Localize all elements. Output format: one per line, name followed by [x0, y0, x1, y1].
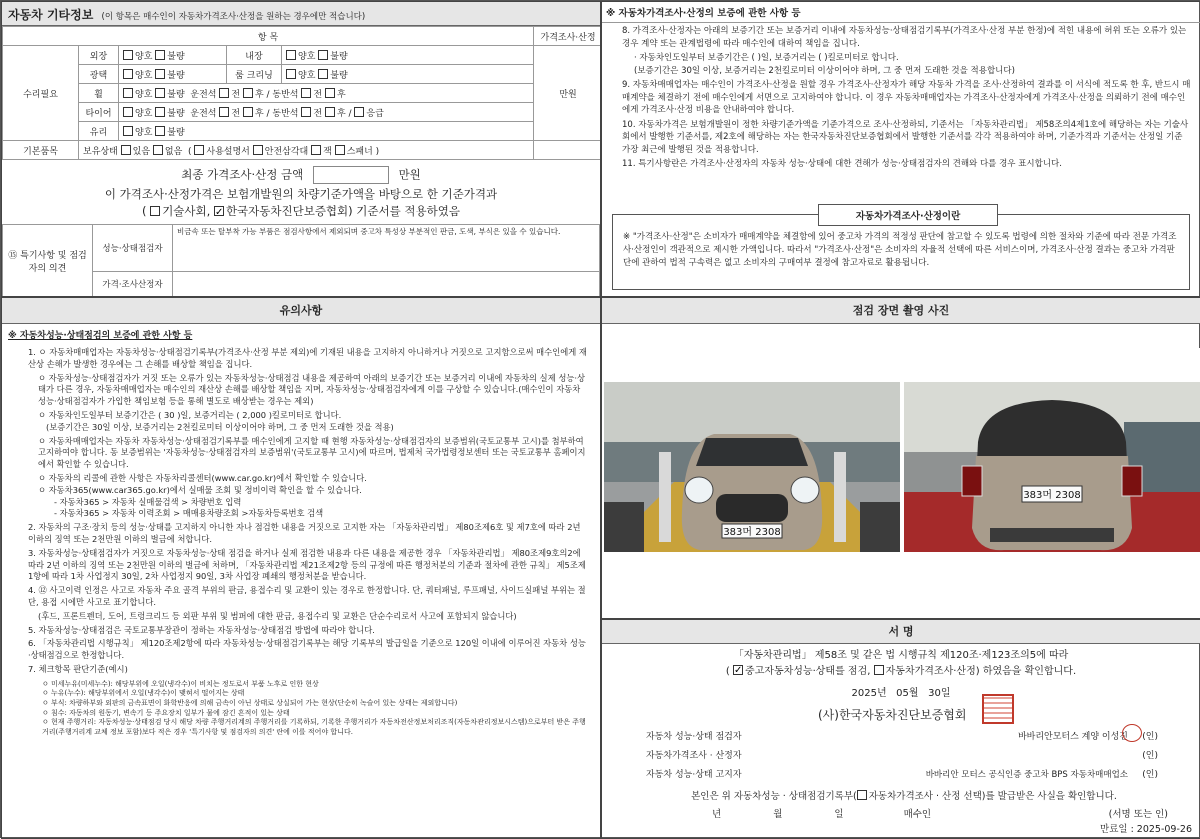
front-photo-frame [604, 348, 900, 619]
notice-title: 유의사항 [2, 298, 600, 324]
gloss-options: 양호 불량 [119, 65, 227, 84]
guarantee-item: · 자동차인도일부터 보증기간은 ( )일, 보증거리는 ( )킬로미터로 합니다. [634, 53, 899, 63]
notice-list [2, 345, 600, 678]
notice-item: (보증기간은 30일 이상, 보증거리는 2천킬로미터 이상이어야 하며, 그 중 먼저 도래한 것을 적용) [46, 421, 394, 432]
standard-line1: 이 가격조사·산정가격은 보험개발원의 차량기준가액을 바탕으로 한 기준가격과 [104, 187, 498, 201]
wheel-passenger-front-checkbox[interactable] [301, 88, 311, 98]
rear-car-photo [904, 382, 1200, 552]
repair-label: 수리필요 [3, 46, 79, 141]
tire-good-checkbox[interactable] [123, 107, 133, 117]
wheel-options: 양호 불량 운전석 전 후 / 동반석 전 후 [119, 84, 534, 103]
receipt-statement: 본인은 위 자동차성능 · 상태점검기록부( 자동차가격조사 · 산정 선택)를 발급받은 사실을 확인합니다. [691, 791, 1117, 802]
wheel-passenger-rear-checkbox[interactable] [325, 88, 335, 98]
notice-item: ㅇ 자동차인도일부터 보증기간은 ( 30 )일, 보증거리는 ( 2,000 )킬로미터로 합니다. [38, 409, 342, 420]
tire-driver-front-checkbox[interactable] [219, 107, 229, 117]
gloss-good-checkbox[interactable] [123, 69, 133, 79]
wheel-driver-front-checkbox[interactable] [219, 88, 229, 98]
signer-seal: (인) [1142, 751, 1158, 761]
rear-photo-frame [902, 348, 1200, 619]
tire-driver-rear-checkbox[interactable] [243, 107, 253, 117]
special-notes-table [2, 224, 600, 297]
price-unit-cell: 만원 [534, 46, 601, 141]
glass-options: 양호 불량 [119, 122, 534, 141]
wheel-driver-rear-checkbox[interactable] [243, 88, 253, 98]
sign-date: 2025년 05월 30일 [851, 688, 951, 699]
notice-item: ㅇ 자동차성능·상태점검자가 거짓 또는 오류가 있는 자동차성능·상태점검 내용을 제공하여 아래의 보증기간 또는 보증거리 이내에 자동차의 실제 성능·상태가 다른 경우, 자동차매매업자는 매수인의 재산상 손해를 배상할 책임을 지며, 자동차성능·상태점검자에게 이를 구상할 수 있습니다.(매수인이 자동차성능·상태점검자가 가입한 책임보험 등을 통해 별도로 배상받는 경우는 제외) [38, 372, 586, 407]
signer-label: 자동차가격조사 · 산정자 [646, 751, 742, 761]
room-clean-good-checkbox[interactable] [286, 69, 296, 79]
col-item-header: 항 목 [3, 27, 534, 46]
pricer-opinion [173, 272, 600, 297]
photo-title: 점검 장면 촬영 사진 [602, 298, 1200, 324]
confirm-inspection-checkbox[interactable] [733, 665, 743, 675]
spanner-checkbox[interactable] [335, 145, 345, 155]
triangle-checkbox[interactable] [253, 145, 263, 155]
other-info-table [2, 26, 601, 160]
guarantee-item: 10. 자동차가격은 보험개발원이 정한 차량기준가액을 기준가격으로 조사·산정하되, 기준서는 「자동차관리법」 제58조의4제1호에 해당하는 자는 기술사회에서 발행한 기준서를, 제2호에 해당하는 자는 한국자동차진단보증협회에서 발행한 기준서를 각각 적용하여야 하며, 기준가격과 기준서는 산정일 기준 가장 최근에 발행된 것을 적용합니다. [622, 119, 1189, 155]
standard-tech-checkbox[interactable] [150, 206, 160, 216]
guarantee-title: ※ 자동차가격조사·산정의 보증에 관한 사항 등 [602, 2, 1200, 23]
exterior-bad-checkbox[interactable] [155, 50, 165, 60]
notice-item: 6. 「자동차관리법 시행규칙」 제120조제2항에 따라 자동차성능·상태점검기록부는 해당 기록부의 발급일을 기준으로 120일 이내에 이루어진 자동차 성능·상태점검으로 한정합니다. [28, 638, 586, 661]
buyer-sign-row: 년 월 일 매수인 (서명 또는 인) [712, 806, 1182, 820]
rear-plate-text: 383머 2308 [1023, 490, 1081, 501]
standard-kadg-checkbox[interactable] [214, 206, 224, 216]
row-interior-label: 내장 [227, 46, 282, 65]
price-definition-title: 자동차가격조사·산정이란 [818, 204, 998, 226]
signature-title: 서 명 [602, 620, 1200, 644]
inspector-label: 성능·상태점검자 [93, 225, 173, 272]
notice-item: - 자동차365 > 자동차 이력조회 > 매매용차량조회 >자동차등록번호 검색 [54, 508, 324, 519]
tire-options: 양호 불량 운전석 전 후 / 동반석 전 후 / 응급 [119, 103, 534, 122]
final-price-input[interactable] [313, 166, 389, 184]
notice-item: - 자동차365 > 자동차 실매물검색 > 차량번호 입력 [54, 496, 242, 507]
signature-section [601, 619, 1200, 839]
tire-passenger-rear-checkbox[interactable] [325, 107, 335, 117]
notice-item: ㅇ 자동차매매업자는 자동차 자동차성능·상태점검기록부를 매수인에게 고지할 때 현행 자동차성능·상태점검자의 보증범위(국토교통부 고시)를 첨부하여 고지하여야 합니다. 동 보증범위는 '자동차성능·상태점검자의 보증범위'(국토교통부 고시)에 따르며, 법제처 국가법령정보센터 또는 국토교통부 홈페이지에서 확인할 수 있습니다. [38, 435, 586, 470]
notice-section [1, 297, 601, 839]
tire-bad-checkbox[interactable] [155, 107, 165, 117]
signer-label: 자동차 성능·상태 점검자 [646, 732, 742, 742]
basic-items-label: 기본품목 [3, 141, 79, 160]
guarantee-list [602, 23, 1200, 175]
notice-item: (후드, 프론트펜더, 도어, 트렁크리드 등 외판 부위 및 범퍼에 대한 판금, 용접수리 및 교환은 단순수리로서 사고에 포함되지 않습니다) [38, 610, 517, 621]
notice-item: 1. ㅇ 자동차매매업자는 자동차성능·상태점검기록부(가격조사·산정 부분 제외)에 기재된 내용을 고지하지 아니하거나 거짓으로 고지함으로써 매수인에게 재산상 손해가 발생한 경우에는 그 손해를 배상할 책임을 집니다. [28, 347, 587, 369]
row-glass-label: 유리 [79, 122, 119, 141]
guarantee-item: (보증기간은 30일 이상, 보증거리는 2천킬로미터 이상이어야 하며, 그 중 먼저 도래한 것을 적용합니다) [634, 65, 1015, 76]
glass-bad-checkbox[interactable] [155, 126, 165, 136]
receipt-price-checkbox[interactable] [857, 790, 867, 800]
law-line: 「자동차관리법」 제58조 및 같은 법 시행규칙 제120조·제123조의5에 따라 [733, 650, 1069, 661]
notice-item: ㅇ 자동차365(www.car365.go.kr)에서 실매물 조회 및 정비이력 확인을 할 수 있습니다. [38, 484, 362, 495]
wheel-good-checkbox[interactable] [123, 88, 133, 98]
tire-emergency-checkbox[interactable] [354, 107, 364, 117]
interior-options: 양호 불량 [282, 46, 534, 65]
gloss-bad-checkbox[interactable] [155, 69, 165, 79]
notice-item: 4. ⑫ 사고이력 인정은 사고로 자동차 주요 골격 부위의 판금, 용접수리 및 교환이 있는 경우로 한정합니다. 단, 쿼터패널, 루프패널, 사이드실패널 부위는 절단, 용접 시에만 사고로 표기합니다. [28, 585, 586, 607]
signer-table [642, 726, 1162, 783]
row-room-clean-label: 룸 크리닝 [227, 65, 282, 84]
guarantee-section [601, 1, 1200, 297]
buyer-sign-label: (서명 또는 인) [1108, 809, 1168, 820]
other-info-header [2, 2, 600, 26]
row-wheel-label: 휠 [79, 84, 119, 103]
notice-subtitle: ※ 자동차성능·상태점검의 보증에 관한 사항 등 [8, 331, 193, 341]
inspector-seal-icon [1122, 724, 1142, 742]
law-statement: 「자동차관리법」 제58조 및 같은 법 시행규칙 제120조·제123조의5에 따라 ( ✓중고자동차성능·상태를 점검, 자동차가격조사·산정) 하였음을 확인합니다. [602, 648, 1200, 680]
inspector-opinion: 비금속 또는 탈부착 가능 부품은 점검사항에서 제외되며 중고차 특성상 부분적인 판금, 도색, 부식은 있을 수 있습니다. [173, 225, 600, 272]
possess-options: 보유상태 있음 없음 ( 사용설명서 안전삼각대 잭 스패너 ) [79, 141, 534, 160]
other-info-title: 자동차 기타정보 [8, 8, 94, 22]
notice-item: ㅇ 자동차의 리콜에 관한 사항은 자동차리콜센터(www.car.go.kr)에서 확인할 수 있습니다. [38, 472, 367, 483]
guarantee-item: 11. 특기사항란은 가격조사·산정자의 자동차 성능·상태에 대한 견해가 성능·상태점검자의 견해와 다를 경우 표시합니다. [622, 159, 1062, 169]
room-clean-bad-checkbox[interactable] [318, 69, 328, 79]
row-tire-label: 타이어 [79, 103, 119, 122]
signer-value [792, 745, 1132, 764]
photo-section [601, 297, 1200, 619]
interior-good-checkbox[interactable] [286, 50, 296, 60]
criteria-item: ㅇ 현재 주행거리: 자동차성능·상태점검 당시 해당 차량 주행거리계의 주행거리를 기록하되, 기록한 주행거리가 자동차전산정보처리조직(자동차관리정보시스템)으로부터 받은 주행거리(주행거리계 교체 정보 포함)보다 적은 경우 '특기사항 및 점검자의 의견' 란에 이를 적어야 합니다. [42, 718, 586, 736]
org-name: (사)한국자동차진단보증협회 [818, 708, 967, 722]
criteria-item: ㅇ 누유(누수): 해당부위에서 오일(냉각수)이 맺혀서 떨어지는 상태 [42, 689, 245, 698]
final-price-label: 최종 가격조사·산정 금액 [181, 167, 304, 182]
standard-statement: 이 가격조사·산정가격은 보험개발원의 차량기준가액을 바탕으로 한 기준가격과 ( 기술사회, ✓ 한국자동차진단보증협회) 기준서를 적용하였음 [2, 186, 600, 220]
wheel-bad-checkbox[interactable] [155, 88, 165, 98]
other-info-section [1, 1, 601, 297]
notice-item: 5. 자동차성능·상태점검은 국토교통부장관이 정하는 자동차성능·상태점검 방법에 따라야 합니다. [28, 624, 375, 635]
special-notes-label: ⑮ 특기사항 및 점검자의 의견 [3, 225, 93, 297]
possess-yes-checkbox[interactable] [121, 145, 131, 155]
pricer-label: 가격·조사산정자 [93, 272, 173, 297]
price-definition-text: ※ "가격조사·산정"은 소비자가 매매계약을 체결함에 있어 중고차 가격의 적정성 판단에 참고할 수 있도록 법령에 의한 절차와 기준에 따라 전문 가격조사·산정인이 객관적으로 제시한 가액입니다. 따라서 "가격조사·산정"은 소비자의 자율적 선택에 따른 서비스이며, 가격조사·산정 결과는 중고차 가격판단에 관하여 법적 구속력은 없고 소비자의 구매여부 결정에 참고자료로 활용됩니다. [623, 232, 1177, 268]
final-price-row [2, 160, 600, 186]
exterior-options: 양호 불량 [119, 46, 227, 65]
guarantee-item: 8. 가격조사·산정자는 아래의 보증기간 또는 보증거리 이내에 자동차성능·상태점검기록부(가격조사·산정 부분 한정)에 적힌 내용에 허위 또는 오류가 있는 경우 계약 또는 관계법령에 따라 매수인에 대하여 책임을 집니다. [622, 26, 1187, 49]
org-seal-icon [982, 694, 1014, 724]
interior-bad-checkbox[interactable] [318, 50, 328, 60]
signer-value: 바바리안 모터스 공식인증 중고차 BPS 자동차매매업소 [925, 769, 1128, 780]
confirm-price-checkbox[interactable] [874, 665, 884, 675]
signer-seal: (인) [1142, 732, 1158, 742]
front-plate-text: 383머 2308 [723, 527, 781, 538]
signer-seal: (인) [1142, 770, 1158, 780]
criteria-item: ㅇ 침수: 자동차의 원동기, 변속기 등 주요장치 일부가 물에 잠긴 흔적이 있는 상태 [42, 708, 290, 717]
notice-item: 2. 자동차의 구조·장치 등의 성능·상태를 고지하지 아니한 자나 점검한 내용을 거짓으로 고지한 자는 「자동차관리법」 제80조제6호 및 제7호에 따라 2년 이하의 징역 또는 2천만원 이하의 벌금에 처합니다. [28, 522, 581, 544]
row-exterior-label: 외장 [79, 46, 119, 65]
manual-checkbox[interactable] [194, 145, 204, 155]
final-price-unit: 만원 [398, 167, 421, 182]
row-gloss-label: 광택 [79, 65, 119, 84]
room-clean-options: 양호 불량 [282, 65, 534, 84]
expiry-date: 만료일 : 2025-09-26 [1100, 824, 1192, 835]
price-definition-box [612, 211, 1190, 290]
jack-checkbox[interactable] [311, 145, 321, 155]
criteria-item: ㅇ 부식: 차량하부와 외판의 금속표면이 화학반응에 의해 금속이 아닌 상태로 상실되어 가는 현상(단순히 녹슬어 있는 상태는 제외합니다) [42, 698, 458, 707]
signer-value: 바바리안모터스 계양 이성진 [1017, 732, 1128, 742]
front-car-photo [604, 382, 900, 552]
other-info-title-note: (이 항목은 매수인이 자동차가격조사·산정을 원하는 경우에만 적습니다) [101, 12, 366, 22]
buyer-label: 매수인 [903, 809, 932, 820]
notice-item: 7. 체크항목 판단기준(예시) [28, 663, 128, 674]
glass-good-checkbox[interactable] [123, 126, 133, 136]
criteria-item: ㅇ 미세누유(미세누수): 해당부위에 오일(냉각수)이 비치는 정도로서 부품 노후로 인한 현상 [42, 679, 319, 688]
signer-label: 자동차 성능·상태 고지자 [646, 770, 742, 780]
possess-no-checkbox[interactable] [153, 145, 163, 155]
tire-passenger-front-checkbox[interactable] [301, 107, 311, 117]
col-price-header: 가격조사·산정 [534, 27, 601, 46]
exterior-good-checkbox[interactable] [123, 50, 133, 60]
criteria-list [2, 678, 600, 740]
notice-item: 3. 자동차성능·상태점검자가 거짓으로 자동차성능·상태 점검을 하거나 실제 점검한 내용과 다른 내용을 제공한 경우 「자동차관리법」 제80조제9호의2에 따라 2년 이하의 징역 또는 2천만원 이하의 벌금에 처하며, 「자동차관리법 제21조제2항 등의 규정에 따른 행정처분의 기준과 절차에 관한 규칙」 제5조제1항에 따라 1차 사업정지 30일, 2차 사업정지 90일, 3차 사업장 폐쇄의 행정처분을 받습니다. [28, 547, 586, 582]
guarantee-item: 9. 자동차매매업자는 매수인이 가격조사·산정을 원할 경우 가격조사·산정자가 해당 자동차 가격을 조사·산정하여 결과를 이 서식에 적도록 한 후, 반드시 매매계약을 체결하기 전에 매수인에게 서면으로 고지하여야 합니다. 이 경우 자동차매매업자는 가격조사·산정자에게 가격조사·산정을 의뢰하기 전에 매수인에게 가격조사·산정 비용을 안내하여야 합니다. [622, 80, 1191, 115]
